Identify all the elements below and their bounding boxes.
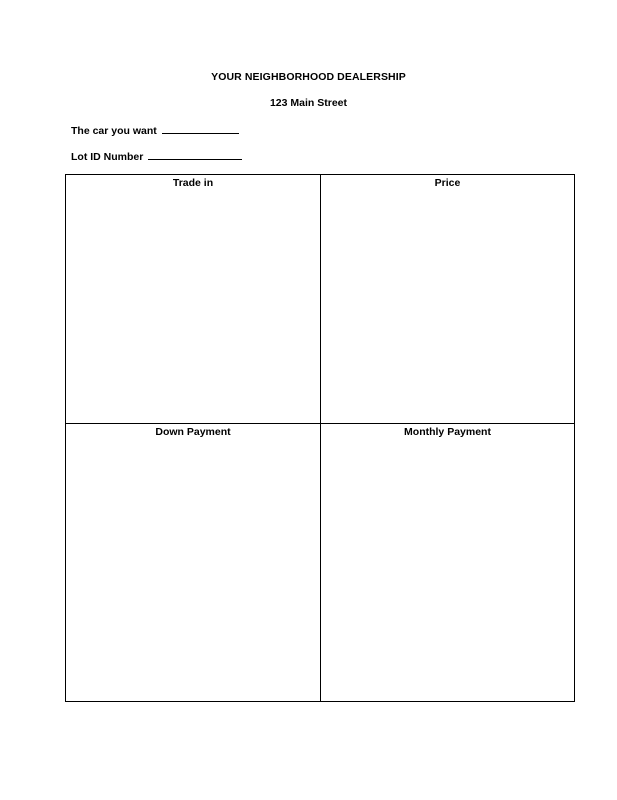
car-wanted-field [71, 123, 239, 137]
down-payment-label: Down Payment [155, 426, 231, 438]
trade-in-label: Trade in [172, 177, 214, 189]
dealership-title: YOUR NEIGHBORHOOD DEALERSHIP [211, 71, 406, 83]
price-cell[interactable] [321, 175, 574, 424]
monthly-payment-label: Monthly Payment [404, 426, 491, 438]
down-payment-cell[interactable] [66, 424, 321, 701]
worksheet-grid [65, 174, 575, 702]
trade-in-cell[interactable] [66, 175, 321, 424]
lot-id-label: Lot ID Number [71, 151, 144, 163]
dealership-address: 123 Main Street [269, 97, 348, 109]
price-label: Price [434, 177, 461, 189]
lot-id-blank[interactable] [148, 149, 242, 160]
monthly-payment-cell[interactable] [321, 424, 574, 701]
car-wanted-label: The car you want [71, 125, 157, 137]
car-wanted-blank[interactable] [162, 123, 239, 134]
lot-id-field [71, 149, 242, 163]
